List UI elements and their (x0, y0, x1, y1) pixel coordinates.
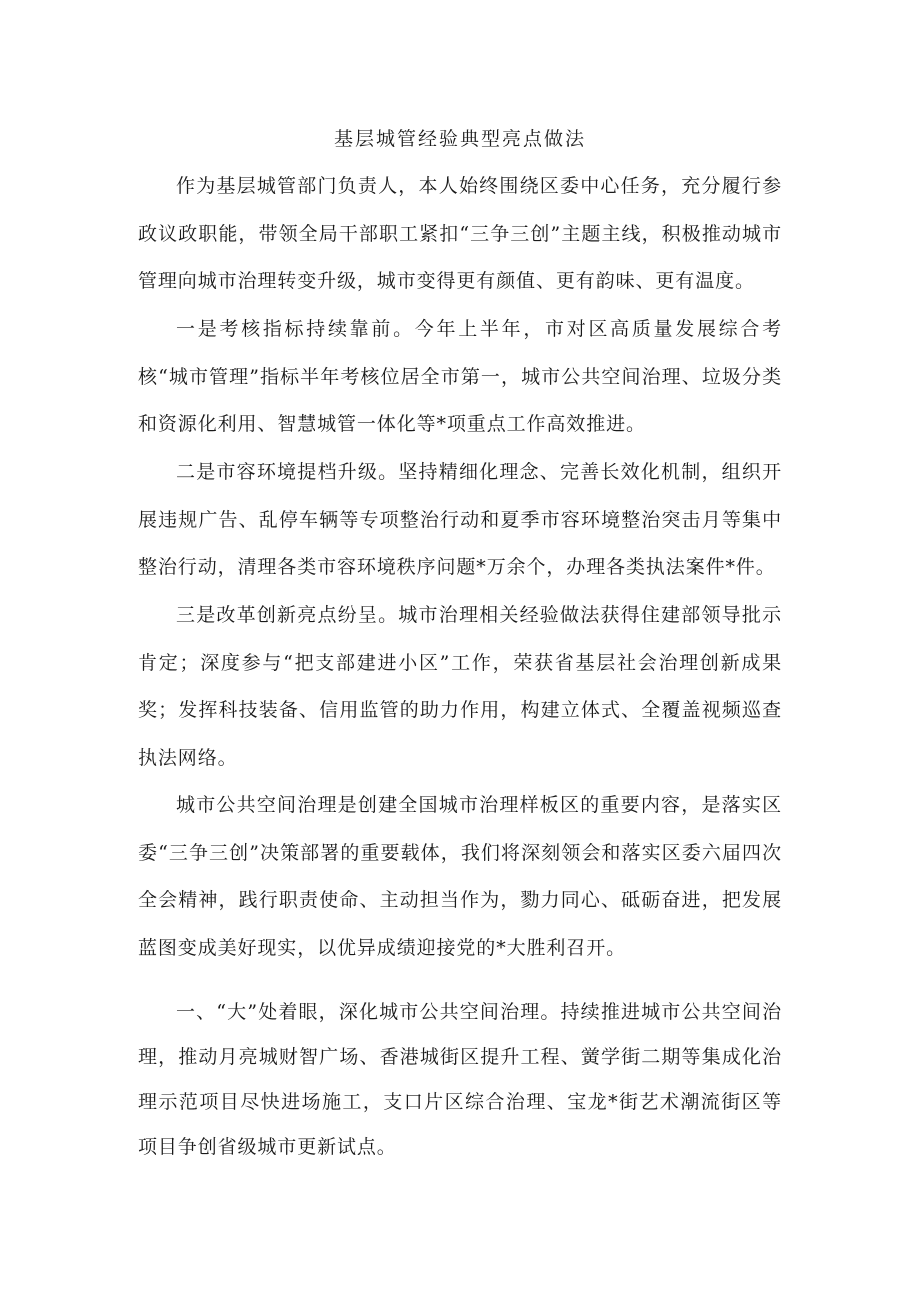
paragraph-reform-innovation: 三是改革创新亮点纷呈。城市治理相关经验做法获得住建部领导批示肯定；深度参与“把支部建进小区”工作，荣获省基层社会治理创新成果奖；发挥科技装备、信用监管的助力作用，构建立体式、全覆盖视频巡查执法网络。 (138, 604, 782, 769)
paragraph-city-appearance: 二是市容环境提档升级。坚持精细化理念、完善长效化机制，组织开展违规广告、乱停车辆等专项整治行动和夏季市容环境整治突击月等集中整治行动，清理各类市容环境秩序问题*万余个，办理各类执法案件*件。 (138, 461, 782, 578)
document-title: 基层城管经验典型亮点做法 (333, 128, 586, 150)
paragraph-section-one: 一、“大”处着眼，深化城市公共空间治理。持续推进城市公共空间治理，推动月亮城财智广场、香港城街区提升工程、黉学街二期等集成化治理示范项目尽快进场施工，支口片区综合治理、宝龙*街艺术潮流街区等项目争创省级城市更新试点。 (138, 1001, 782, 1158)
paragraph-public-space: 城市公共空间治理是创建全国城市治理样板区的重要内容，是落实区委“三争三创”决策部署的重要载体，我们将深刻领会和落实区委六届四次全会精神，践行职责使命、主动担当作为，勠力同心、砥砺奋进，把发展蓝图变成美好现实，以优异成绩迎接党的*大胜利召开。 (138, 794, 782, 959)
paragraph-intro: 作为基层城管部门负责人，本人始终围绕区委中心任务，充分履行参政议政职能，带领全局干部职工紧扣“三争三创”主题主线，积极推动城市管理向城市治理转变升级，城市变得更有颜值、更有韵味、更有温度。 (138, 175, 782, 292)
paragraph-assessment: 一是考核指标持续靠前。今年上半年，市对区高质量发展综合考核“城市管理”指标半年考核位居全市第一，城市公共空间治理、垃圾分类和资源化利用、智慧城管一体化等*项重点工作高效推进。 (138, 318, 782, 435)
